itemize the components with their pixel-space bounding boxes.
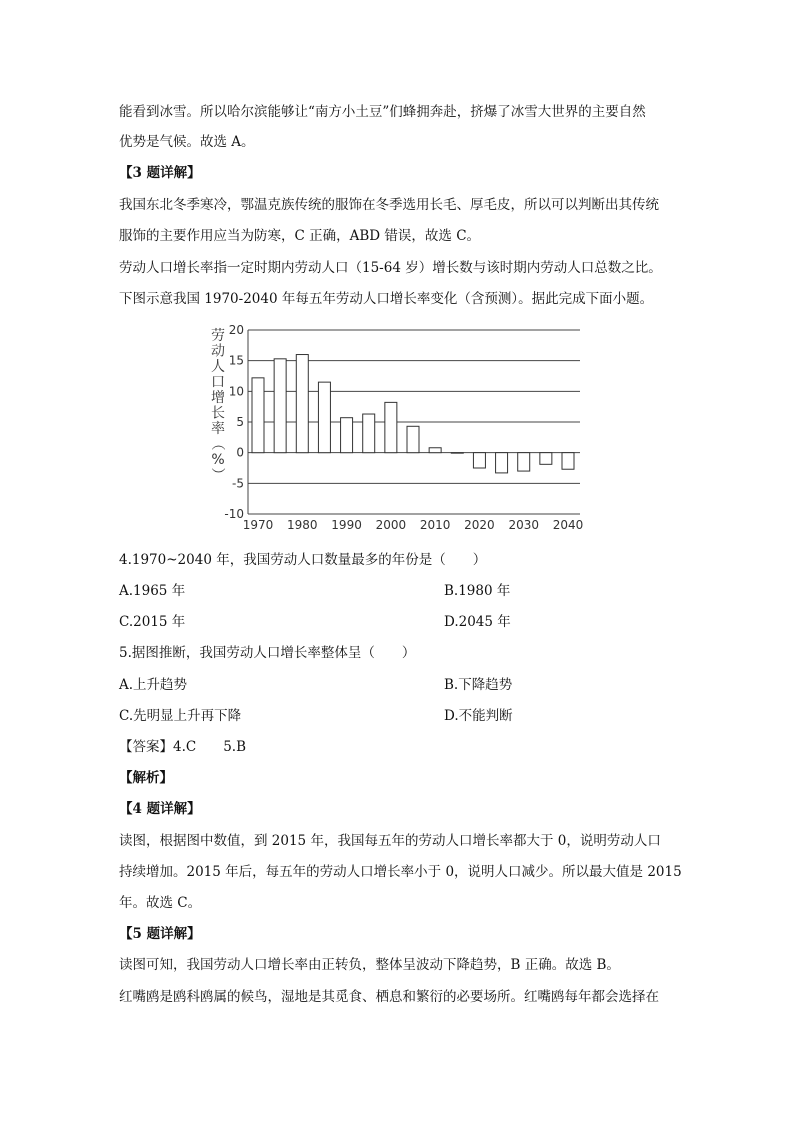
chart-bars — [252, 355, 574, 473]
chart-bar — [252, 378, 264, 453]
paragraph-line: 下图示意我国 1970-2040 年每五年劳动人口增长率变化（含预测）。据此完成下面小题。 — [119, 291, 654, 307]
chart-bar — [473, 453, 485, 468]
x-tick-label: 2040 — [552, 518, 584, 532]
paragraph-line: 优势是气候。故选 A。 — [119, 134, 255, 150]
y-axis-label-char: 口 — [211, 374, 225, 391]
paragraph-line: 读图可知，我国劳动人口增长率由正转负，整体呈波动下降趋势，B 正确。故选 B。 — [119, 957, 620, 973]
section-heading: 【3 题详解】 — [119, 165, 201, 181]
paragraph-line: 年。故选 C。 — [119, 895, 202, 911]
chart-bar — [407, 426, 419, 452]
paragraph-line: 能看到冰雪。所以哈尔滨能够让“南方小土豆”们蜂拥奔赴，挤爆了冰雪大世界的主要自然 — [119, 104, 646, 120]
y-axis-label-char: 动 — [211, 343, 225, 360]
chart-bar — [318, 382, 330, 453]
answer-line: 【答案】4.C 5.B — [119, 739, 247, 755]
option-4a: A.1965 年 — [119, 583, 186, 599]
x-tick-label: 1990 — [331, 518, 362, 532]
question-5: 5.据图推断，我国劳动人口增长率整体呈（ ） — [119, 645, 416, 661]
chart-bar — [341, 418, 353, 453]
chart-bar — [429, 448, 441, 453]
analysis-heading: 【解析】 — [119, 770, 173, 786]
section-heading: 【5 题详解】 — [119, 926, 201, 942]
y-tick-label: 10 — [228, 384, 244, 399]
y-axis-label-char: 劳 — [211, 328, 225, 344]
y-axis-label-char: ） — [209, 467, 225, 482]
option-4c: C.2015 年 — [119, 614, 186, 630]
y-tick-label: 15 — [228, 353, 244, 368]
y-axis-label-char: 率 — [211, 421, 225, 437]
x-tick-label: 2030 — [508, 518, 539, 532]
paragraph-line: 读图，根据图中数值，到 2015 年，我国每五年的劳动人口增长率都大于 0，说明劳动人口 — [119, 833, 661, 849]
y-axis-label-char: 长 — [211, 405, 225, 422]
option-5d: D.不能判断 — [444, 708, 513, 724]
question-4: 4.1970~2040 年，我国劳动人口数量最多的年份是（ ） — [119, 552, 487, 568]
chart-bar — [296, 355, 308, 453]
x-tick-label: 1970 — [242, 518, 274, 532]
y-tick-label: 0 — [236, 445, 244, 460]
y-axis-label-char: % — [211, 452, 225, 468]
chart-bar — [451, 453, 463, 454]
chart-bar — [274, 359, 286, 453]
labor-growth-chart — [200, 318, 600, 540]
y-tick-label: -5 — [232, 476, 244, 491]
paragraph-line: 劳动人口增长率指一定时期内劳动人口（15-64 岁）增长数与该时期内劳动人口总数之比。 — [119, 260, 662, 276]
paragraph-line: 红嘴鸥是鸥科鸥属的候鸟，湿地是其觅食、栖息和繁衍的必要场所。红嘴鸥每年都会选择在 — [119, 989, 659, 1005]
y-tick-label: 20 — [228, 323, 244, 337]
paragraph-line: 服饰的主要作用应当为防寒，C 正确，ABD 错误，故选 C。 — [119, 228, 481, 244]
option-5c: C.先明显上升再下降 — [119, 708, 242, 724]
y-axis-label-char: 增 — [211, 390, 225, 406]
y-axis-label-char: （ — [209, 436, 225, 451]
paragraph-line: 我国东北冬季寒冷，鄂温克族传统的服饰在冬季选用长毛、厚毛皮，所以可以判断出其传统 — [119, 197, 659, 213]
y-tick-label: -10 — [224, 507, 244, 521]
x-tick-label: 2020 — [464, 518, 495, 532]
section-heading: 【4 题详解】 — [119, 801, 201, 817]
option-4d: D.2045 年 — [444, 614, 511, 630]
paragraph-line: 持续增加。2015 年后，每五年的劳动人口增长率小于 0，说明人口减少。所以最大值是 2015 — [119, 864, 682, 880]
chart-bar — [385, 402, 397, 452]
x-tick-label: 2000 — [375, 518, 407, 532]
option-4b: B.1980 年 — [444, 583, 511, 599]
y-tick-labels — [224, 323, 244, 521]
chart-bar — [518, 453, 530, 471]
x-tick-labels — [243, 518, 584, 532]
option-5b: B.下降趋势 — [444, 677, 513, 693]
y-axis-label-char: 人 — [211, 359, 225, 375]
chart-bar — [562, 453, 574, 470]
chart-bar — [363, 414, 375, 453]
x-tick-label: 1980 — [287, 518, 318, 532]
chart-bar — [540, 453, 552, 465]
y-axis-label — [209, 328, 225, 482]
y-tick-label: 5 — [236, 415, 244, 429]
option-5a: A.上升趋势 — [119, 677, 188, 693]
x-tick-label: 2010 — [419, 518, 451, 532]
chart-bar — [496, 453, 508, 473]
